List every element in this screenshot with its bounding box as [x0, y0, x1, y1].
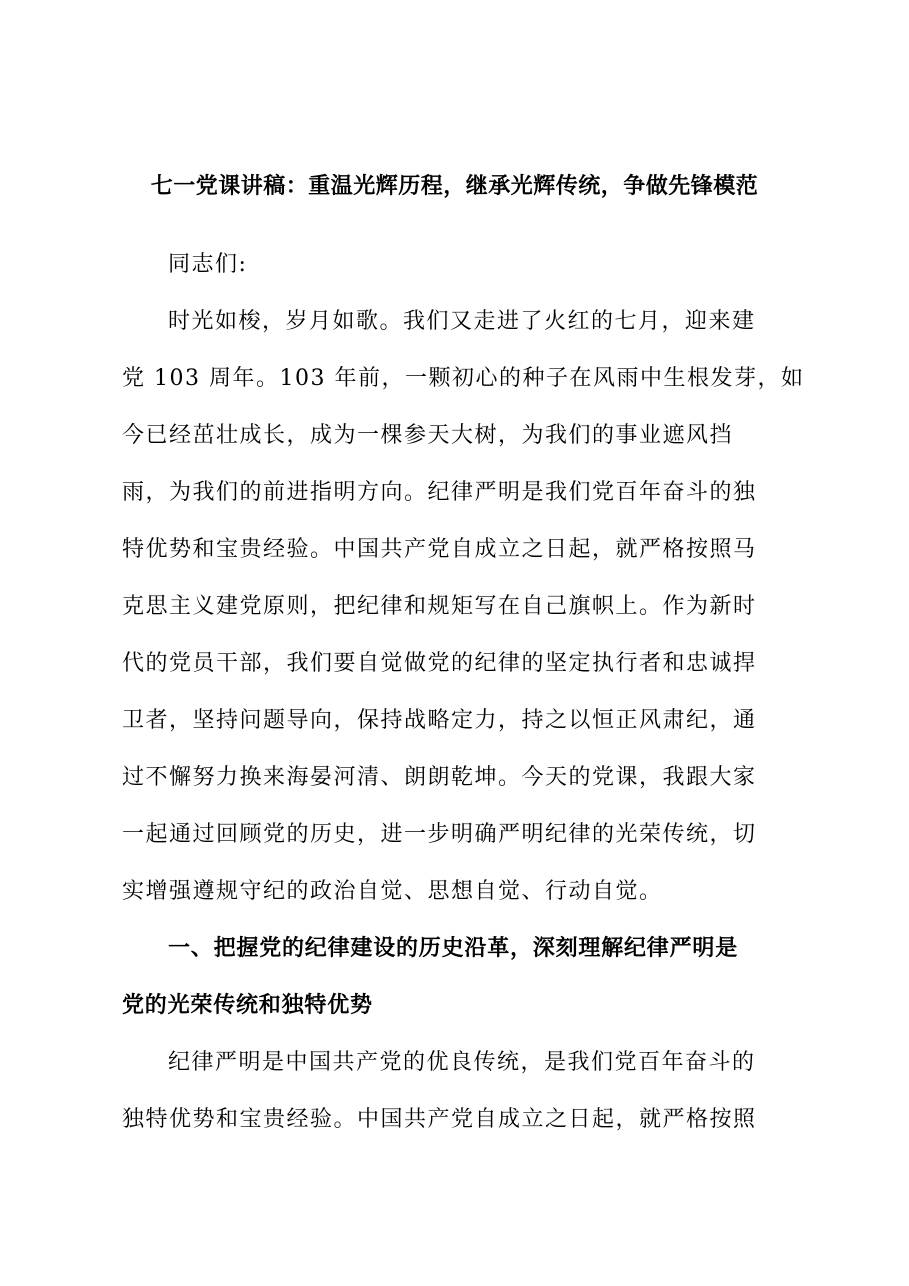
- section-heading: 一、把握党的纪律建设的历史沿革，深刻理解纪律严明是: [168, 936, 739, 961]
- section-heading: 党的光荣传统和独特优势: [122, 993, 373, 1018]
- paragraph-line: 雨，为我们的前进指明方向。纪律严明是我们党百年奋斗的独: [122, 480, 757, 505]
- paragraph-line: 特优势和宝贵经验。中国共产党自成立之日起，就严格按照马: [122, 537, 757, 562]
- paragraph-line: 卫者，坚持问题导向，保持战略定力，持之以恒正风肃纪，通: [122, 708, 757, 733]
- paragraph-line: 独特优势和宝贵经验。中国共产党自成立之日起，就严格按照: [122, 1107, 757, 1132]
- paragraph-line: 代的党员干部，我们要自觉做党的纪律的坚定执行者和忠诚捍: [122, 651, 757, 676]
- paragraph-line: 纪律严明是中国共产党的优良传统，是我们党百年奋斗的: [168, 1050, 756, 1075]
- document-body: [122, 236, 805, 1148]
- salutation: 同志们:: [168, 252, 248, 277]
- document-title: 七一党课讲稿：重温光辉历程，继承光辉传统，争做先锋模范: [150, 173, 759, 199]
- paragraph-line: 一起通过回顾党的历史，进一步明确严明纪律的光荣传统，切: [122, 822, 757, 847]
- paragraph-line: 时光如梭，岁月如歌。我们又走进了火红的七月，迎来建: [168, 309, 756, 334]
- paragraph-line: 过不懈努力换来海晏河清、朗朗乾坤。今天的党课，我跟大家: [122, 765, 757, 790]
- paragraph-line: 党 103 周年。103 年前，一颗初心的种子在风雨中生根发芽，如: [122, 366, 805, 391]
- paragraph-line: 克思主义建党原则，把纪律和规矩写在自己旗帜上。作为新时: [122, 594, 757, 619]
- paragraph-line: 今已经茁壮成长，成为一棵参天大树，为我们的事业遮风挡: [122, 423, 734, 448]
- paragraph-line: 实增强遵规守纪的政治自觉、思想自觉、行动自觉。: [122, 879, 663, 904]
